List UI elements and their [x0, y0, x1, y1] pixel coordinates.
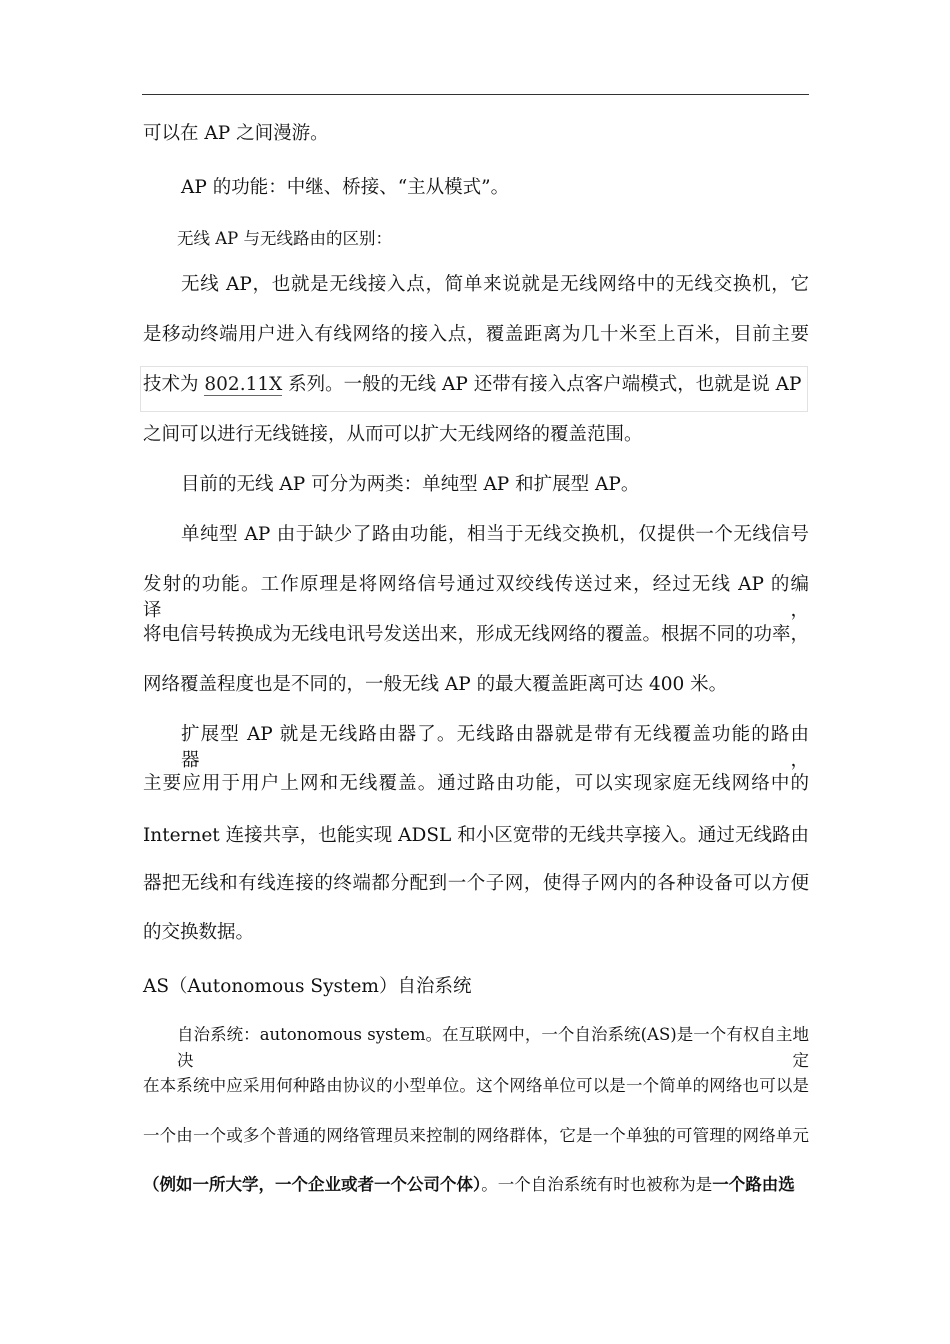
paragraph-line: 可以在 AP 之间漫游。: [143, 123, 329, 144]
standard-link[interactable]: 802.11X: [204, 374, 283, 395]
paragraph-line: 器把无线和有线连接的终端都分配到一个子网，使得子网内的各种设备可以方便: [143, 873, 809, 894]
paragraph-line: 无线 AP，也就是无线接入点，简单来说就是无线网络中的无线交换机，它: [181, 274, 809, 295]
section-heading: AS（Autonomous System）自治系统: [143, 976, 472, 997]
paragraph-line: 主要应用于用户上网和无线覆盖。通过路由功能，可以实现家庭无线网络中的: [143, 773, 809, 794]
paragraph-line: Internet 连接共享，也能实现 ADSL 和小区宽带的无线共享接入。通过无线路由: [143, 825, 809, 846]
paragraph-line: 发射的功能。工作原理是将网络信号通过双绞线传送过来，经过无线 AP 的编译，: [143, 574, 809, 621]
paragraph-line: 单纯型 AP 由于缺少了路由功能，相当于无线交换机，仅提供一个无线信号: [181, 524, 809, 545]
text-span: 系列。一般的无线 AP 还带有接入点客户端模式，也就是说 AP: [282, 374, 802, 395]
bold-text: （例如一所大学，一个企业或者一个公司个体）: [143, 1175, 482, 1194]
paragraph-line: 的交换数据。: [143, 922, 255, 943]
paragraph-line: [143, 1172, 809, 1198]
paragraph-line: 将电信号转换成为无线电讯号发送出来，形成无线网络的覆盖。根据不同的功率，: [143, 624, 810, 645]
paragraph-line: 目前的无线 AP 可分为两类：单纯型 AP 和扩展型 AP。: [181, 474, 640, 495]
paragraph-line: 扩展型 AP 就是无线路由器了。无线路由器就是带有无线覆盖功能的路由器，: [181, 724, 809, 771]
section-heading: 无线 AP 与无线路由的区别：: [177, 229, 393, 248]
paragraph-line: 在本系统中应采用何种路由协议的小型单位。这个网络单位可以是一个简单的网络也可以是: [143, 1076, 809, 1095]
paragraph-line: 之间可以进行无线链接，从而可以扩大无线网络的覆盖范围。: [143, 424, 643, 445]
paragraph-line: 是移动终端用户进入有线网络的接入点，覆盖距离为几十米至上百米，目前主要: [143, 324, 809, 345]
text-span: 。一个自治系统有时也被称为是: [481, 1175, 713, 1194]
paragraph-line: 一个由一个或多个普通的网络管理员来控制的网络群体，它是一个单独的可管理的网络单元: [143, 1126, 809, 1145]
paragraph-line: [143, 372, 809, 398]
paragraph-line: 网络覆盖程度也是不同的，一般无线 AP 的最大覆盖距离可达 400 米。: [143, 674, 728, 695]
paragraph-line: 自治系统：autonomous system。在互联网中，一个自治系统(AS)是一个有权自主地决定: [177, 1025, 809, 1070]
header-rule: [142, 94, 809, 95]
bold-text: 一个路由选: [712, 1175, 795, 1194]
paragraph-line: AP 的功能：中继、桥接、“主从模式”。: [181, 177, 510, 198]
text-span: 技术为: [143, 374, 205, 395]
